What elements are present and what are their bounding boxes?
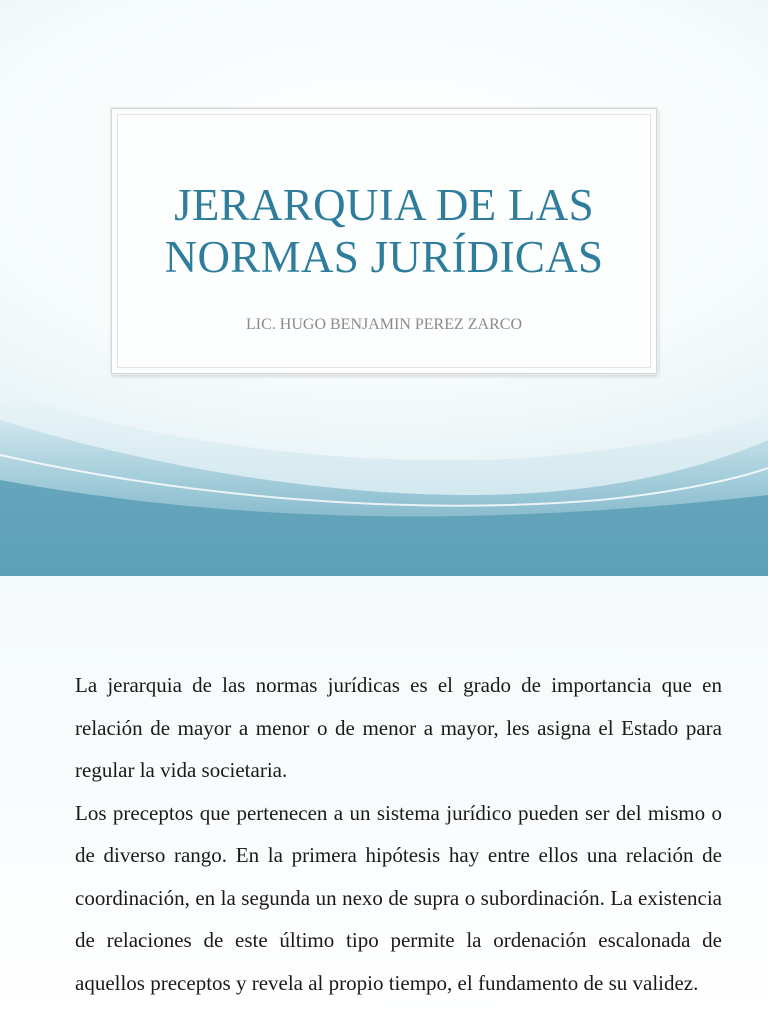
slide-subtitle: LIC. HUGO BENJAMIN PEREZ ZARCO: [246, 316, 522, 333]
body-text: [75, 664, 722, 1004]
title-frame: [111, 108, 657, 374]
title-line-1: JERARQUIA DE LAS: [174, 180, 594, 230]
content-slide: [0, 576, 768, 1024]
paragraph-2: Los preceptos que pertenecen a un sistema jurídico pueden ser del mismo o de diverso rango. En la primera hipótesis hay entre ellos una relación de coordinación, en la segunda un nexo de supra o subordinación. La existencia de relaciones de este último tipo permite la ordenación escalonada de aquellos preceptos y revela al propio tiempo, el fundamento de su validez.: [75, 800, 722, 995]
slide-title: [112, 179, 656, 283]
paragraph-1: La jerarquia de las normas jurídicas es el grado de importancia que en relación de mayor a menor o de menor a mayor, les asigna el Estado para regular la vida societaria.: [75, 673, 722, 782]
title-line-2: NORMAS JURÍDICAS: [164, 232, 604, 282]
